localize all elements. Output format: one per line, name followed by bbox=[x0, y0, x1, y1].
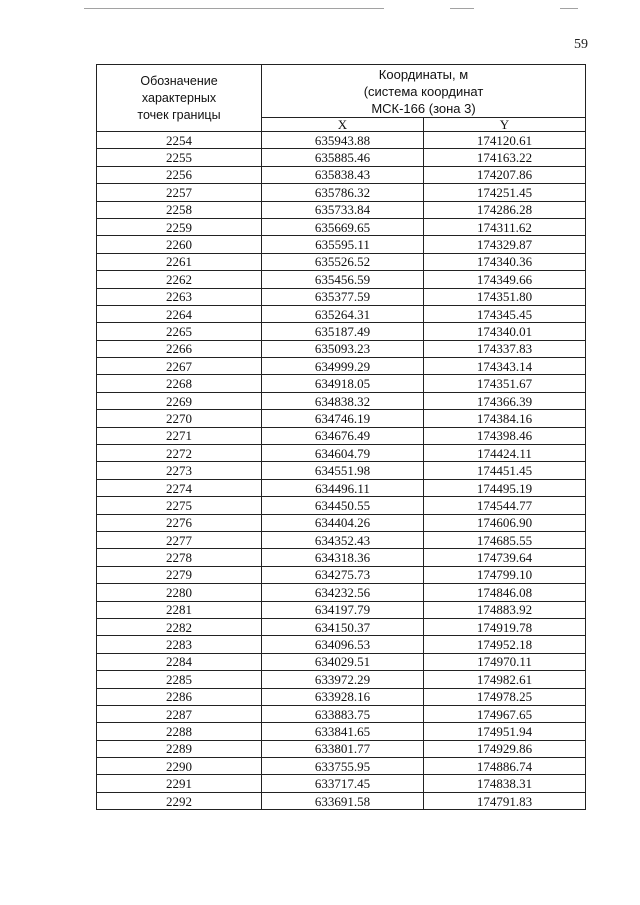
point-number-cell: 2270 bbox=[97, 410, 262, 427]
y-coordinate-cell: 174340.36 bbox=[424, 253, 586, 270]
table-row bbox=[97, 340, 586, 357]
x-coordinate-cell: 634604.79 bbox=[262, 445, 424, 462]
x-coordinate-cell: 635187.49 bbox=[262, 323, 424, 340]
table-row bbox=[97, 218, 586, 235]
y-coordinate-cell: 174606.90 bbox=[424, 514, 586, 531]
table-row bbox=[97, 688, 586, 705]
point-number-cell: 2259 bbox=[97, 218, 262, 235]
y-coordinate-cell: 174451.45 bbox=[424, 462, 586, 479]
point-number-cell: 2257 bbox=[97, 184, 262, 201]
point-number-cell: 2281 bbox=[97, 601, 262, 618]
y-coordinate-cell: 174982.61 bbox=[424, 671, 586, 688]
point-number-cell: 2258 bbox=[97, 201, 262, 218]
y-coordinate-cell: 174384.16 bbox=[424, 410, 586, 427]
x-coordinate-cell: 635885.46 bbox=[262, 149, 424, 166]
x-coordinate-cell: 633972.29 bbox=[262, 671, 424, 688]
y-coordinate-cell: 174251.45 bbox=[424, 184, 586, 201]
table-row bbox=[97, 392, 586, 409]
table-row bbox=[97, 636, 586, 653]
table-row bbox=[97, 166, 586, 183]
point-number-cell: 2288 bbox=[97, 723, 262, 740]
x-coordinate-cell: 634496.11 bbox=[262, 479, 424, 496]
point-number-cell: 2280 bbox=[97, 584, 262, 601]
point-number-cell: 2277 bbox=[97, 531, 262, 548]
x-coordinate-cell: 634197.79 bbox=[262, 601, 424, 618]
point-number-cell: 2261 bbox=[97, 253, 262, 270]
y-coordinate-cell: 174978.25 bbox=[424, 688, 586, 705]
table-row bbox=[97, 427, 586, 444]
point-number-cell: 2292 bbox=[97, 792, 262, 809]
y-coordinate-cell: 174337.83 bbox=[424, 340, 586, 357]
x-coordinate-cell: 635456.59 bbox=[262, 271, 424, 288]
table-body bbox=[97, 132, 586, 810]
x-coordinate-cell: 633883.75 bbox=[262, 705, 424, 722]
table-row bbox=[97, 236, 586, 253]
table-row bbox=[97, 671, 586, 688]
point-number-cell: 2260 bbox=[97, 236, 262, 253]
point-number-cell: 2255 bbox=[97, 149, 262, 166]
x-coordinate-cell: 633755.95 bbox=[262, 758, 424, 775]
x-coordinate-cell: 635264.31 bbox=[262, 305, 424, 322]
x-coordinate-cell: 633801.77 bbox=[262, 740, 424, 757]
y-coordinate-cell: 174343.14 bbox=[424, 358, 586, 375]
y-coordinate-cell: 174919.78 bbox=[424, 618, 586, 635]
table-row bbox=[97, 584, 586, 601]
table-row bbox=[97, 792, 586, 809]
point-number-cell: 2276 bbox=[97, 514, 262, 531]
point-number-cell: 2268 bbox=[97, 375, 262, 392]
y-coordinate-cell: 174970.11 bbox=[424, 653, 586, 670]
y-coordinate-cell: 174739.64 bbox=[424, 549, 586, 566]
point-number-cell: 2286 bbox=[97, 688, 262, 705]
table-row bbox=[97, 705, 586, 722]
point-number-cell: 2284 bbox=[97, 653, 262, 670]
point-number-cell: 2262 bbox=[97, 271, 262, 288]
table-row bbox=[97, 653, 586, 670]
x-coordinate-cell: 634450.55 bbox=[262, 497, 424, 514]
table-row bbox=[97, 566, 586, 583]
y-coordinate-cell: 174351.80 bbox=[424, 288, 586, 305]
x-coordinate-cell: 633717.45 bbox=[262, 775, 424, 792]
header-point-designation bbox=[97, 65, 262, 132]
point-number-cell: 2287 bbox=[97, 705, 262, 722]
point-number-cell: 2283 bbox=[97, 636, 262, 653]
point-number-cell: 2274 bbox=[97, 479, 262, 496]
table-row bbox=[97, 184, 586, 201]
x-coordinate-cell: 633691.58 bbox=[262, 792, 424, 809]
table-row bbox=[97, 271, 586, 288]
x-coordinate-cell: 634404.26 bbox=[262, 514, 424, 531]
table-row bbox=[97, 132, 586, 149]
table-row bbox=[97, 618, 586, 635]
point-number-cell: 2254 bbox=[97, 132, 262, 149]
point-number-cell: 2273 bbox=[97, 462, 262, 479]
x-coordinate-cell: 634551.98 bbox=[262, 462, 424, 479]
point-number-cell: 2266 bbox=[97, 340, 262, 357]
x-coordinate-cell: 635838.43 bbox=[262, 166, 424, 183]
x-coordinate-cell: 634352.43 bbox=[262, 531, 424, 548]
y-coordinate-cell: 174495.19 bbox=[424, 479, 586, 496]
y-coordinate-cell: 174685.55 bbox=[424, 531, 586, 548]
x-coordinate-cell: 634029.51 bbox=[262, 653, 424, 670]
point-number-cell: 2271 bbox=[97, 427, 262, 444]
y-coordinate-cell: 174883.92 bbox=[424, 601, 586, 618]
x-coordinate-cell: 634676.49 bbox=[262, 427, 424, 444]
x-coordinate-cell: 635377.59 bbox=[262, 288, 424, 305]
x-coordinate-cell: 634318.36 bbox=[262, 549, 424, 566]
y-coordinate-cell: 174838.31 bbox=[424, 775, 586, 792]
y-coordinate-cell: 174286.28 bbox=[424, 201, 586, 218]
header-coordinates-text: Координаты, м (система координат МСК-166 (зона 3) bbox=[363, 66, 484, 116]
y-coordinate-cell: 174952.18 bbox=[424, 636, 586, 653]
y-coordinate-cell: 174967.65 bbox=[424, 705, 586, 722]
table-row bbox=[97, 514, 586, 531]
table-row bbox=[97, 723, 586, 740]
y-coordinate-cell: 174398.46 bbox=[424, 427, 586, 444]
x-coordinate-cell: 635526.52 bbox=[262, 253, 424, 270]
table-row bbox=[97, 288, 586, 305]
table-row bbox=[97, 549, 586, 566]
y-coordinate-cell: 174311.62 bbox=[424, 218, 586, 235]
point-number-cell: 2289 bbox=[97, 740, 262, 757]
x-coordinate-cell: 634275.73 bbox=[262, 566, 424, 583]
point-number-cell: 2285 bbox=[97, 671, 262, 688]
point-number-cell: 2269 bbox=[97, 392, 262, 409]
point-number-cell: 2272 bbox=[97, 445, 262, 462]
table-row bbox=[97, 479, 586, 496]
table-row bbox=[97, 201, 586, 218]
y-coordinate-cell: 174207.86 bbox=[424, 166, 586, 183]
point-number-cell: 2275 bbox=[97, 497, 262, 514]
y-coordinate-cell: 174846.08 bbox=[424, 584, 586, 601]
point-number-cell: 2263 bbox=[97, 288, 262, 305]
y-coordinate-cell: 174544.77 bbox=[424, 497, 586, 514]
header-y: Y bbox=[424, 118, 586, 132]
table-row bbox=[97, 601, 586, 618]
y-coordinate-cell: 174349.66 bbox=[424, 271, 586, 288]
y-coordinate-cell: 174345.45 bbox=[424, 305, 586, 322]
table-row bbox=[97, 775, 586, 792]
table-row bbox=[97, 323, 586, 340]
x-coordinate-cell: 634746.19 bbox=[262, 410, 424, 427]
coordinates-table bbox=[96, 64, 586, 810]
page-number: 59 bbox=[574, 37, 588, 52]
y-coordinate-cell: 174791.83 bbox=[424, 792, 586, 809]
header-x: X bbox=[262, 118, 424, 132]
table-row bbox=[97, 305, 586, 322]
x-coordinate-cell: 635669.65 bbox=[262, 218, 424, 235]
table-row bbox=[97, 253, 586, 270]
scan-artifact-line bbox=[84, 8, 384, 9]
scan-artifact-line bbox=[560, 8, 578, 9]
point-number-cell: 2282 bbox=[97, 618, 262, 635]
x-coordinate-cell: 634232.56 bbox=[262, 584, 424, 601]
x-coordinate-cell: 635733.84 bbox=[262, 201, 424, 218]
table-row bbox=[97, 445, 586, 462]
y-coordinate-cell: 174329.87 bbox=[424, 236, 586, 253]
y-coordinate-cell: 174163.22 bbox=[424, 149, 586, 166]
point-number-cell: 2267 bbox=[97, 358, 262, 375]
header-coordinates bbox=[262, 65, 586, 118]
x-coordinate-cell: 633928.16 bbox=[262, 688, 424, 705]
scan-artifact-line bbox=[450, 8, 474, 9]
point-number-cell: 2279 bbox=[97, 566, 262, 583]
table-row bbox=[97, 740, 586, 757]
y-coordinate-cell: 174951.94 bbox=[424, 723, 586, 740]
x-coordinate-cell: 634999.29 bbox=[262, 358, 424, 375]
x-coordinate-cell: 634838.32 bbox=[262, 392, 424, 409]
point-number-cell: 2278 bbox=[97, 549, 262, 566]
x-coordinate-cell: 635093.23 bbox=[262, 340, 424, 357]
x-coordinate-cell: 635943.88 bbox=[262, 132, 424, 149]
header-point-designation-text: Обозначение характерных точек границы bbox=[137, 73, 221, 122]
y-coordinate-cell: 174929.86 bbox=[424, 740, 586, 757]
table-row bbox=[97, 375, 586, 392]
table-row bbox=[97, 462, 586, 479]
point-number-cell: 2291 bbox=[97, 775, 262, 792]
x-coordinate-cell: 633841.65 bbox=[262, 723, 424, 740]
point-number-cell: 2290 bbox=[97, 758, 262, 775]
point-number-cell: 2264 bbox=[97, 305, 262, 322]
y-coordinate-cell: 174120.61 bbox=[424, 132, 586, 149]
y-coordinate-cell: 174424.11 bbox=[424, 445, 586, 462]
table-row bbox=[97, 149, 586, 166]
x-coordinate-cell: 635786.32 bbox=[262, 184, 424, 201]
table-row bbox=[97, 531, 586, 548]
table-row bbox=[97, 358, 586, 375]
x-coordinate-cell: 634096.53 bbox=[262, 636, 424, 653]
table-row bbox=[97, 410, 586, 427]
table-row bbox=[97, 758, 586, 775]
y-coordinate-cell: 174351.67 bbox=[424, 375, 586, 392]
point-number-cell: 2265 bbox=[97, 323, 262, 340]
x-coordinate-cell: 634918.05 bbox=[262, 375, 424, 392]
table-row bbox=[97, 497, 586, 514]
x-coordinate-cell: 635595.11 bbox=[262, 236, 424, 253]
y-coordinate-cell: 174366.39 bbox=[424, 392, 586, 409]
point-number-cell: 2256 bbox=[97, 166, 262, 183]
x-coordinate-cell: 634150.37 bbox=[262, 618, 424, 635]
y-coordinate-cell: 174799.10 bbox=[424, 566, 586, 583]
y-coordinate-cell: 174886.74 bbox=[424, 758, 586, 775]
y-coordinate-cell: 174340.01 bbox=[424, 323, 586, 340]
